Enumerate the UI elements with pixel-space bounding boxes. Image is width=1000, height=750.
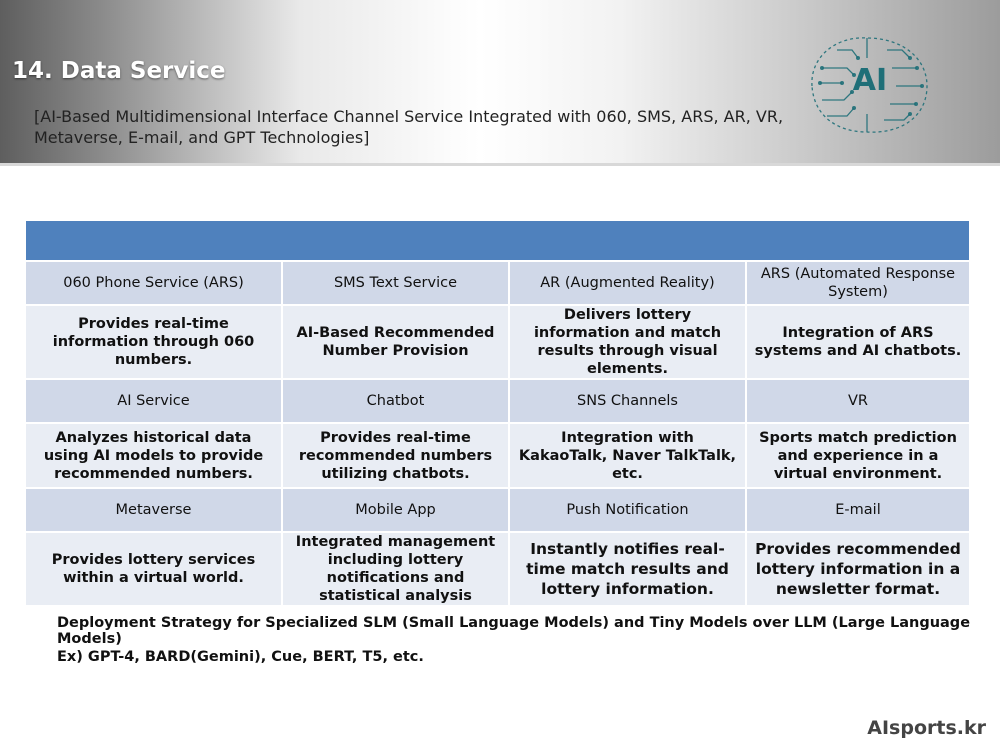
table-cell: AI-Based Recommended Number Provision [282,305,509,379]
table-row [25,423,970,488]
table-cell: Instantly notifies real-time match results and lottery information. [509,532,746,606]
brand-footer: AIsports.kr [867,717,986,739]
table-row [25,532,970,606]
table-cell: Integrated management including lottery notifications and statistical analysis [282,532,509,606]
table-cell: Mobile App [282,488,509,532]
table-cell: Provides real-time information through 060 numbers. [25,305,282,379]
table-cell: Provides real-time recommended numbers utilizing chatbots. [282,423,509,488]
strategy-note: Deployment Strategy for Specialized SLM (Small Language Models) and Tiny Models over LLM (Large Language Models) [57,615,971,647]
table-cell: Analyzes historical data using AI models to provide recommended numbers. [25,423,282,488]
slide-header [0,0,1000,166]
table-row [25,261,970,305]
table-cell: AI Service [25,379,282,423]
table-cell: Sports match prediction and experience in a virtual environment. [746,423,970,488]
logo-text: AI [852,63,888,98]
page-title: 14. Data Service [12,58,226,84]
table-cell: Provides lottery services within a virtual world. [25,532,282,606]
ai-brain-circuit-icon [792,28,942,143]
table-cell: Metaverse [25,488,282,532]
table-cell: Chatbot [282,379,509,423]
table-cell: 060 Phone Service (ARS) [25,261,282,305]
table-cell: VR [746,379,970,423]
table-cell: SNS Channels [509,379,746,423]
table-cell: Delivers lottery information and match results through visual elements. [509,305,746,379]
table-cell: SMS Text Service [282,261,509,305]
table-row [25,488,970,532]
table-title-bar [25,220,970,261]
page-subtitle: [AI-Based Multidimensional Interface Channel Service Integrated with 060, SMS, ARS, AR, VR, Metaverse, E-mail, and GPT Technologies] [34,107,784,147]
table-cell: Provides recommended lottery information in a newsletter format. [746,532,970,606]
table-row [25,305,970,379]
table-cell: Integration of ARS systems and AI chatbots. [746,305,970,379]
service-table [24,219,971,607]
example-note: Ex) GPT-4, BARD(Gemini), Cue, BERT, T5, etc. [57,649,424,665]
table-cell: Integration with KakaoTalk, Naver TalkTalk, etc. [509,423,746,488]
table-cell: E-mail [746,488,970,532]
table-row [25,379,970,423]
table-cell: AR (Augmented Reality) [509,261,746,305]
table-cell: Push Notification [509,488,746,532]
table-cell: ARS (Automated Response System) [746,261,970,305]
